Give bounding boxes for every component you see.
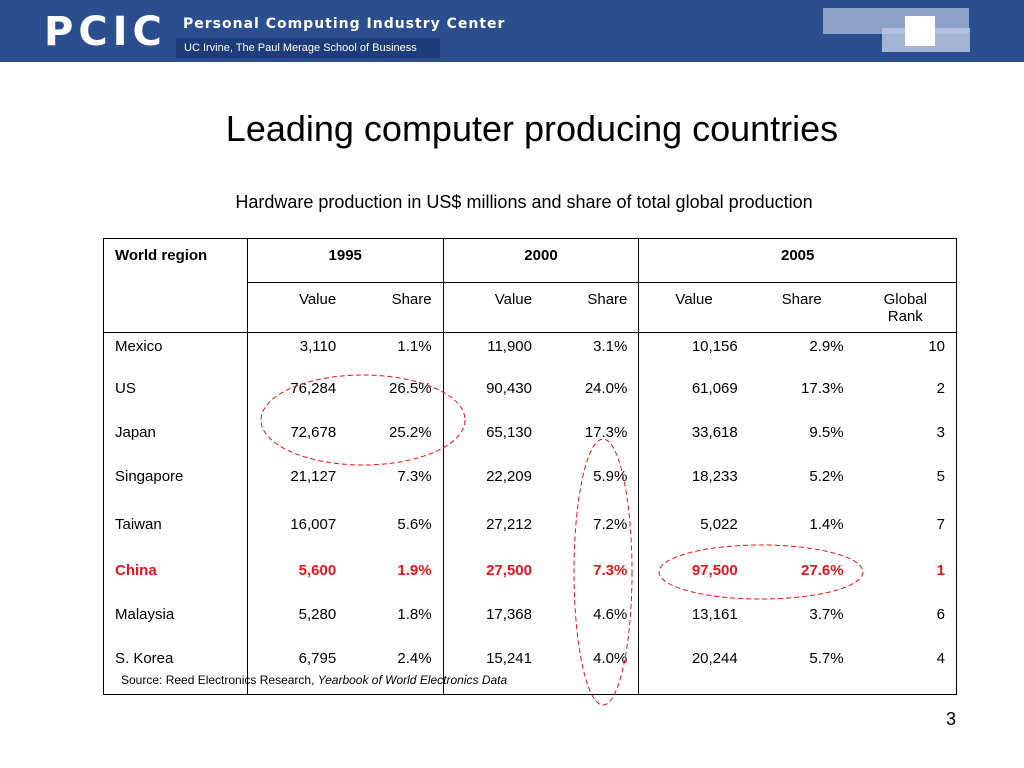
share-1995: 2.4% bbox=[347, 645, 443, 695]
share-2005: 27.6% bbox=[801, 561, 844, 579]
global-rank: 10 bbox=[855, 333, 957, 375]
header-share: Share bbox=[543, 283, 639, 333]
org-name: Personal Computing Industry Center bbox=[183, 16, 506, 32]
share-2005: 17.3% bbox=[801, 379, 844, 397]
share-1995: 1.8% bbox=[397, 605, 432, 623]
table-row bbox=[104, 645, 957, 695]
share-2005: 2.9% bbox=[809, 338, 844, 355]
share-2000: 3.1% bbox=[593, 338, 628, 355]
value-2005: 5,022 bbox=[639, 511, 749, 557]
value-1995: 72,678 bbox=[247, 419, 347, 463]
source-title: Yearbook of World Electronics Data bbox=[317, 673, 508, 687]
table-row bbox=[104, 375, 957, 419]
header-global-rank: Global Rank bbox=[855, 283, 957, 333]
share-2005: 5.7% bbox=[749, 645, 855, 695]
share-2005: 3.7% bbox=[809, 605, 844, 623]
source-note bbox=[121, 673, 507, 687]
slide-subtitle: Hardware production in US$ millions and share of total global production bbox=[235, 192, 813, 212]
value-1995: 21,127 bbox=[247, 463, 347, 511]
value-1995: 5,600 bbox=[247, 557, 347, 601]
header-value: Value bbox=[639, 283, 749, 333]
header-year-2005: 2005 bbox=[639, 239, 957, 283]
value-2005: 33,618 bbox=[639, 419, 749, 463]
share-2000: 7.3% bbox=[593, 561, 628, 579]
share-2000: 24.0% bbox=[584, 379, 628, 397]
table-row bbox=[104, 463, 957, 511]
table-body bbox=[104, 333, 957, 695]
value-2000: 27,500 bbox=[443, 557, 543, 601]
global-rank: 6 bbox=[855, 601, 957, 645]
page-number: 3 bbox=[946, 709, 957, 729]
global-rank: 2 bbox=[855, 375, 957, 419]
value-1995: 5,280 bbox=[247, 601, 347, 645]
share-1995: 5.6% bbox=[397, 515, 432, 533]
table-header-row bbox=[104, 239, 957, 283]
production-table bbox=[103, 238, 957, 695]
value-2000: 17,368 bbox=[443, 601, 543, 645]
global-rank: 5 bbox=[855, 463, 957, 511]
table-row bbox=[104, 557, 957, 601]
table-subheader-row bbox=[104, 283, 957, 333]
share-2005: 5.2% bbox=[809, 467, 844, 485]
value-1995: 3,110 bbox=[247, 333, 347, 375]
country-name: Malaysia bbox=[104, 601, 248, 645]
decorative-block bbox=[905, 16, 935, 46]
share-1995: 1.9% bbox=[397, 561, 432, 579]
global-rank: 3 bbox=[855, 419, 957, 463]
global-rank: 1 bbox=[855, 557, 957, 601]
share-2000: 7.2% bbox=[593, 515, 628, 533]
header-share: Share bbox=[749, 283, 855, 333]
share-1995: 1.1% bbox=[397, 338, 432, 355]
source-prefix: Source: Reed Electronics Research, bbox=[121, 673, 318, 687]
value-2000: 15,241 bbox=[443, 645, 543, 695]
table-row bbox=[104, 419, 957, 463]
value-2005: 18,233 bbox=[639, 463, 749, 511]
value-1995: 6,795 bbox=[247, 645, 347, 695]
header-year-1995: 1995 bbox=[247, 239, 443, 283]
share-2005: 1.4% bbox=[809, 515, 844, 533]
table-row bbox=[104, 601, 957, 645]
header-banner bbox=[0, 0, 1024, 62]
country-name: China bbox=[104, 557, 248, 601]
share-2000: 5.9% bbox=[593, 467, 628, 485]
value-2005: 61,069 bbox=[639, 375, 749, 419]
table-row bbox=[104, 333, 957, 375]
value-2000: 11,900 bbox=[443, 333, 543, 375]
value-2000: 22,209 bbox=[443, 463, 543, 511]
slide-title: Leading computer producing countries bbox=[225, 108, 839, 149]
share-2000: 4.6% bbox=[593, 605, 628, 623]
share-2000: 17.3% bbox=[584, 423, 628, 441]
header-value: Value bbox=[247, 283, 347, 333]
header-year-2000: 2000 bbox=[443, 239, 639, 283]
global-rank: 4 bbox=[855, 645, 957, 695]
header-blank-cell bbox=[104, 283, 248, 333]
country-name: S. Korea bbox=[104, 645, 248, 695]
share-1995: 26.5% bbox=[389, 379, 432, 397]
pcic-logo: PCIC bbox=[44, 9, 167, 55]
country-name: US bbox=[104, 375, 248, 419]
header-value: Value bbox=[443, 283, 543, 333]
org-subtitle: UC Irvine, The Paul Merage School of Business bbox=[176, 38, 440, 58]
country-name: Mexico bbox=[104, 333, 248, 375]
country-name: Singapore bbox=[104, 463, 248, 511]
share-1995: 7.3% bbox=[397, 467, 432, 485]
share-2005: 9.5% bbox=[809, 423, 844, 441]
value-2005: 13,161 bbox=[639, 601, 749, 645]
value-2005: 97,500 bbox=[639, 557, 749, 601]
value-2000: 27,212 bbox=[443, 511, 543, 557]
value-2000: 65,130 bbox=[443, 419, 543, 463]
value-2005: 10,156 bbox=[639, 333, 749, 375]
value-1995: 16,007 bbox=[247, 511, 347, 557]
value-2005: 20,244 bbox=[639, 645, 749, 695]
header-share: Share bbox=[347, 283, 443, 333]
country-name: Taiwan bbox=[104, 511, 248, 557]
share-2000: 4.0% bbox=[543, 645, 639, 695]
header-world-region: World region bbox=[104, 239, 248, 283]
table-row bbox=[104, 511, 957, 557]
country-name: Japan bbox=[104, 419, 248, 463]
global-rank: 7 bbox=[855, 511, 957, 557]
value-1995: 76,284 bbox=[247, 375, 347, 419]
share-1995: 25.2% bbox=[389, 423, 432, 441]
value-2000: 90,430 bbox=[443, 375, 543, 419]
